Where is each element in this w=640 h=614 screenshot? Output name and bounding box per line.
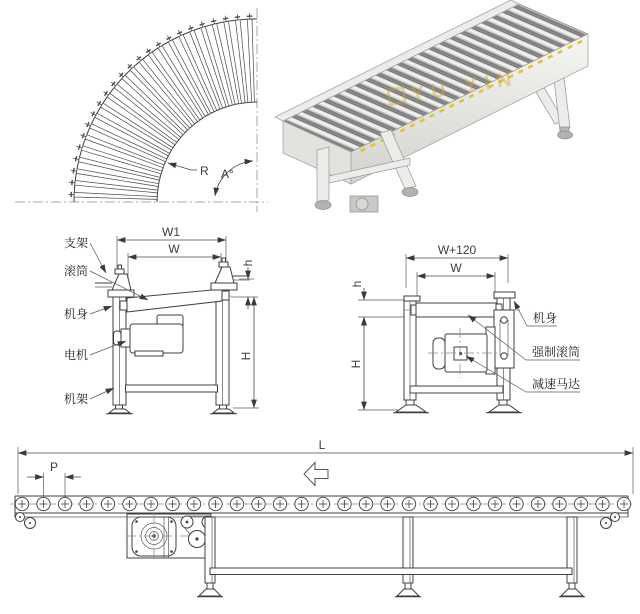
feet: [106, 405, 237, 414]
angle-label: A°: [221, 167, 234, 181]
long-side-view: [10, 438, 634, 597]
watermark-text: YU YIN: [409, 67, 520, 107]
chain-case: [494, 310, 514, 368]
photo-near-leg: [317, 147, 329, 203]
photo-near-foot: [315, 201, 331, 210]
dim-w2-label: W: [450, 261, 462, 275]
label-body-2: 机身: [533, 311, 558, 325]
body-rail-cap: [494, 292, 515, 298]
curved-conveyor-top-view: [15, 8, 268, 212]
end-cross-brace: [410, 386, 503, 393]
leg-crossbar: [210, 568, 572, 575]
radius-label: R: [200, 164, 209, 178]
dim-w1-label: W1: [162, 225, 180, 239]
roller: [127, 289, 222, 312]
dim-H-label: H: [239, 351, 253, 361]
photo-far-foot: [558, 131, 573, 139]
label-motor: 电机: [64, 348, 89, 362]
dim-h2-label: h: [350, 280, 364, 288]
conveyor-photo: [275, 0, 588, 212]
dim-L-label: L: [318, 438, 326, 452]
dim-w120-label: W+120: [437, 243, 477, 257]
gear-motor: [428, 327, 498, 378]
drive-roller: [416, 303, 496, 317]
end-return-rollers: [16, 513, 620, 529]
label-stand: 机架: [64, 392, 89, 406]
end-feet: [393, 400, 522, 413]
bottom-motor-assembly: [126, 513, 214, 559]
label-gear-motor: 减速马达: [532, 377, 581, 391]
dim-h-label: h: [241, 259, 255, 267]
label-roller: 滚筒: [64, 264, 89, 278]
legs: [197, 517, 585, 597]
end-elevation-view: [349, 243, 580, 413]
label-body: 机身: [64, 307, 89, 321]
dim-P-label: P: [49, 460, 59, 474]
cross-brace: [126, 385, 218, 392]
dim-w-label: W: [168, 242, 180, 256]
front-elevation-view: [64, 225, 259, 414]
dim-H2-label: H: [349, 359, 363, 369]
photo-drive-pulley: [356, 198, 368, 210]
label-drive-roller: 强制滚筒: [532, 345, 581, 359]
inner-arc: [157, 102, 257, 202]
label-bracket: 支架: [64, 236, 89, 250]
photo-near-foot-2: [402, 188, 418, 197]
direction-arrow-icon: [304, 463, 328, 486]
radius-leader: [168, 163, 197, 170]
bed-rollers: [15, 497, 630, 510]
